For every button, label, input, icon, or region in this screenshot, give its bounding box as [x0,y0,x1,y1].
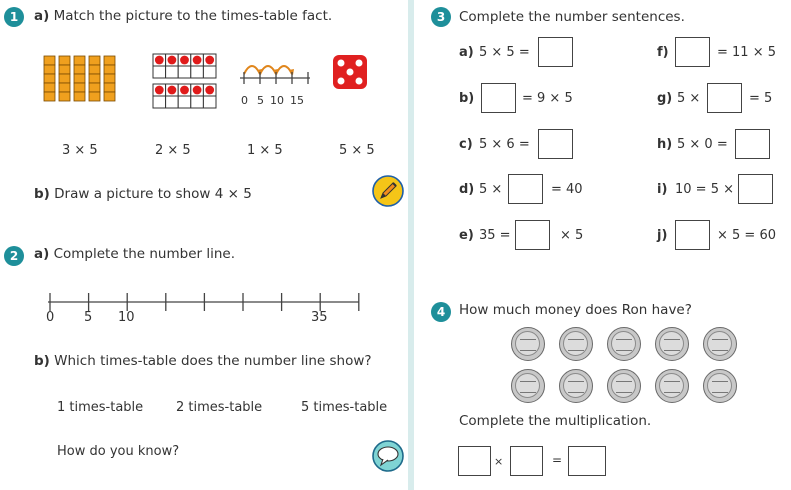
coin [655,369,689,403]
q3b-right-text: = 9 × 5 [522,91,573,106]
cube [74,65,85,74]
q3c-label: c) [459,137,473,152]
cube [104,92,115,101]
q3g-right-text: = 5 [749,91,773,106]
coin-face-icon [520,339,536,351]
coin [703,369,737,403]
ten-frame-cell [153,66,166,78]
cube [89,56,100,65]
speech-bubble-icon [372,440,404,472]
coin-face-icon [616,339,632,351]
fact-1x5[interactable]: 1 × 5 [247,143,283,158]
number-line-label-35: 35 [311,310,328,325]
coin [511,327,545,361]
coin [511,369,545,403]
equals-sign: = [552,453,563,467]
q2b-text: Which times-table does the number line show? [54,353,372,369]
q3e-label: e) [459,228,474,243]
number-line-label-10: 10 [118,310,135,325]
q1-numberline-tick-15: 15 [290,94,304,107]
q3b-answer-box[interactable] [481,83,516,113]
counter-dot [155,56,164,65]
q3a-label: a) [459,45,474,60]
counter-dot [180,86,189,95]
number-line-label-0: 0 [46,310,55,325]
cube [89,92,100,101]
question-1-badge: 1 [4,7,24,27]
coin [559,327,593,361]
q3d-answer-box[interactable] [508,174,543,204]
number-line-label-5: 5 [84,310,93,325]
q3j-label: j) [657,228,668,243]
q1b-prompt [34,186,252,202]
ten-frame-cell [178,96,191,108]
question-4-badge: 4 [431,302,451,322]
q4-instruction: Complete the multiplication. [459,413,652,429]
ten-frame-cell [203,66,216,78]
fact-3x5[interactable]: 3 × 5 [62,143,98,158]
q3e-answer-box[interactable] [515,220,550,250]
ten-frame-cell [153,96,166,108]
q4-factor-2-box[interactable] [510,446,543,476]
q3-title: Complete the number sentences. [459,9,685,25]
cube [89,83,100,92]
q2a-text: Complete the number line. [53,246,236,262]
option-2-times-table[interactable]: 2 times-table [176,400,263,415]
cube [59,56,70,65]
cube [74,83,85,92]
q3i-answer-box[interactable] [738,174,773,204]
coin [655,327,689,361]
counter-dot [168,86,177,95]
cube [59,83,70,92]
q4-product-box[interactable] [568,446,606,476]
counter-dot [193,56,202,65]
counter-dot [180,56,189,65]
q1a-text: Match the picture to the times-table fact. [53,8,333,24]
q3g-label: g) [657,91,673,106]
q1-numberline-tick-10: 10 [270,94,284,107]
coin-face-icon [568,381,584,393]
q1a-prompt [34,8,332,24]
q3f-answer-box[interactable] [675,37,710,67]
pencil-icon [372,175,404,207]
option-1-times-table[interactable]: 1 times-table [57,400,144,415]
coin-face-icon [616,381,632,393]
counter-dot [193,86,202,95]
cube [104,65,115,74]
cube [89,65,100,74]
coin [703,327,737,361]
ten-frame-cell [191,96,204,108]
q3h-label: h) [657,137,673,152]
counter-dot [205,56,214,65]
ten-frame-cell [191,66,204,78]
q2a-prompt [34,246,235,262]
how-do-you-know-prompt: How do you know? [57,444,180,459]
coin-face-icon [664,381,680,393]
q4-factor-1-box[interactable] [458,446,491,476]
q1-numberline-tick-5: 5 [257,94,264,107]
q1a-label: a) [34,8,50,24]
base-ten-rods-picture [42,54,122,104]
ten-frame-cell [166,96,179,108]
ten-frame-cell [166,66,179,78]
page-divider [408,0,414,490]
q3c-left-text: 5 × 6 = [479,137,530,152]
q3h-left-text: 5 × 0 = [677,137,728,152]
cube [59,92,70,101]
q2b-label: b) [34,353,50,369]
fact-2x5[interactable]: 2 × 5 [155,143,191,158]
q3g-left-text: 5 × [677,91,701,106]
q3d-left-text: 5 × [479,182,503,197]
q3j-right-text: × 5 = 60 [717,228,776,243]
q3h-answer-box[interactable] [735,129,770,159]
q3b-label: b) [459,91,475,106]
question-3-badge: 3 [431,7,451,27]
coin-face-icon [568,339,584,351]
q1-numberline-tick-0: 0 [241,94,248,107]
q1b-text: Draw a picture to show 4 × 5 [54,186,252,202]
cube [59,65,70,74]
cube [74,92,85,101]
ten-frame-cell [203,96,216,108]
cube [104,56,115,65]
dice-five-picture [332,54,368,90]
cube [89,74,100,83]
cube [44,74,55,83]
ten-frames-picture [152,53,218,111]
cube [44,56,55,65]
cube [44,65,55,74]
q3d-label: d) [459,182,475,197]
coin-face-icon [664,339,680,351]
q3j-answer-box[interactable] [675,220,710,250]
q3i-label: i) [657,182,668,197]
q3f-right-text: = 11 × 5 [717,45,776,60]
coin-face-icon [520,381,536,393]
cube [104,83,115,92]
q3d-right-text: = 40 [551,182,583,197]
counter-dot [205,86,214,95]
cube [74,56,85,65]
counter-dot [168,56,177,65]
coin [607,327,641,361]
option-5-times-table[interactable]: 5 times-table [301,400,388,415]
times-sign: × [494,455,504,468]
ten-frame-cell [178,66,191,78]
coin [607,369,641,403]
fact-5x5[interactable]: 5 × 5 [339,143,375,158]
counter-dot [155,86,164,95]
cube [44,83,55,92]
cube [74,74,85,83]
q2a-label: a) [34,246,50,262]
q3f-label: f) [657,45,669,60]
q3i-left-text: 10 = 5 × [675,182,734,197]
coin [559,369,593,403]
cube [104,74,115,83]
q1b-label: b) [34,186,50,202]
q3e-right-text: × 5 [560,228,584,243]
coin-face-icon [712,339,728,351]
q3g-answer-box[interactable] [707,83,742,113]
cube [59,74,70,83]
question-2-badge: 2 [4,246,24,266]
q4-title: How much money does Ron have? [459,302,692,318]
q3a-left-text: 5 × 5 = [479,45,530,60]
q3a-answer-box[interactable] [538,37,573,67]
cube [44,92,55,101]
coin-face-icon [712,381,728,393]
q3e-left-text: 35 = [479,228,511,243]
q3c-answer-box[interactable] [538,129,573,159]
q2b-prompt [34,353,372,369]
